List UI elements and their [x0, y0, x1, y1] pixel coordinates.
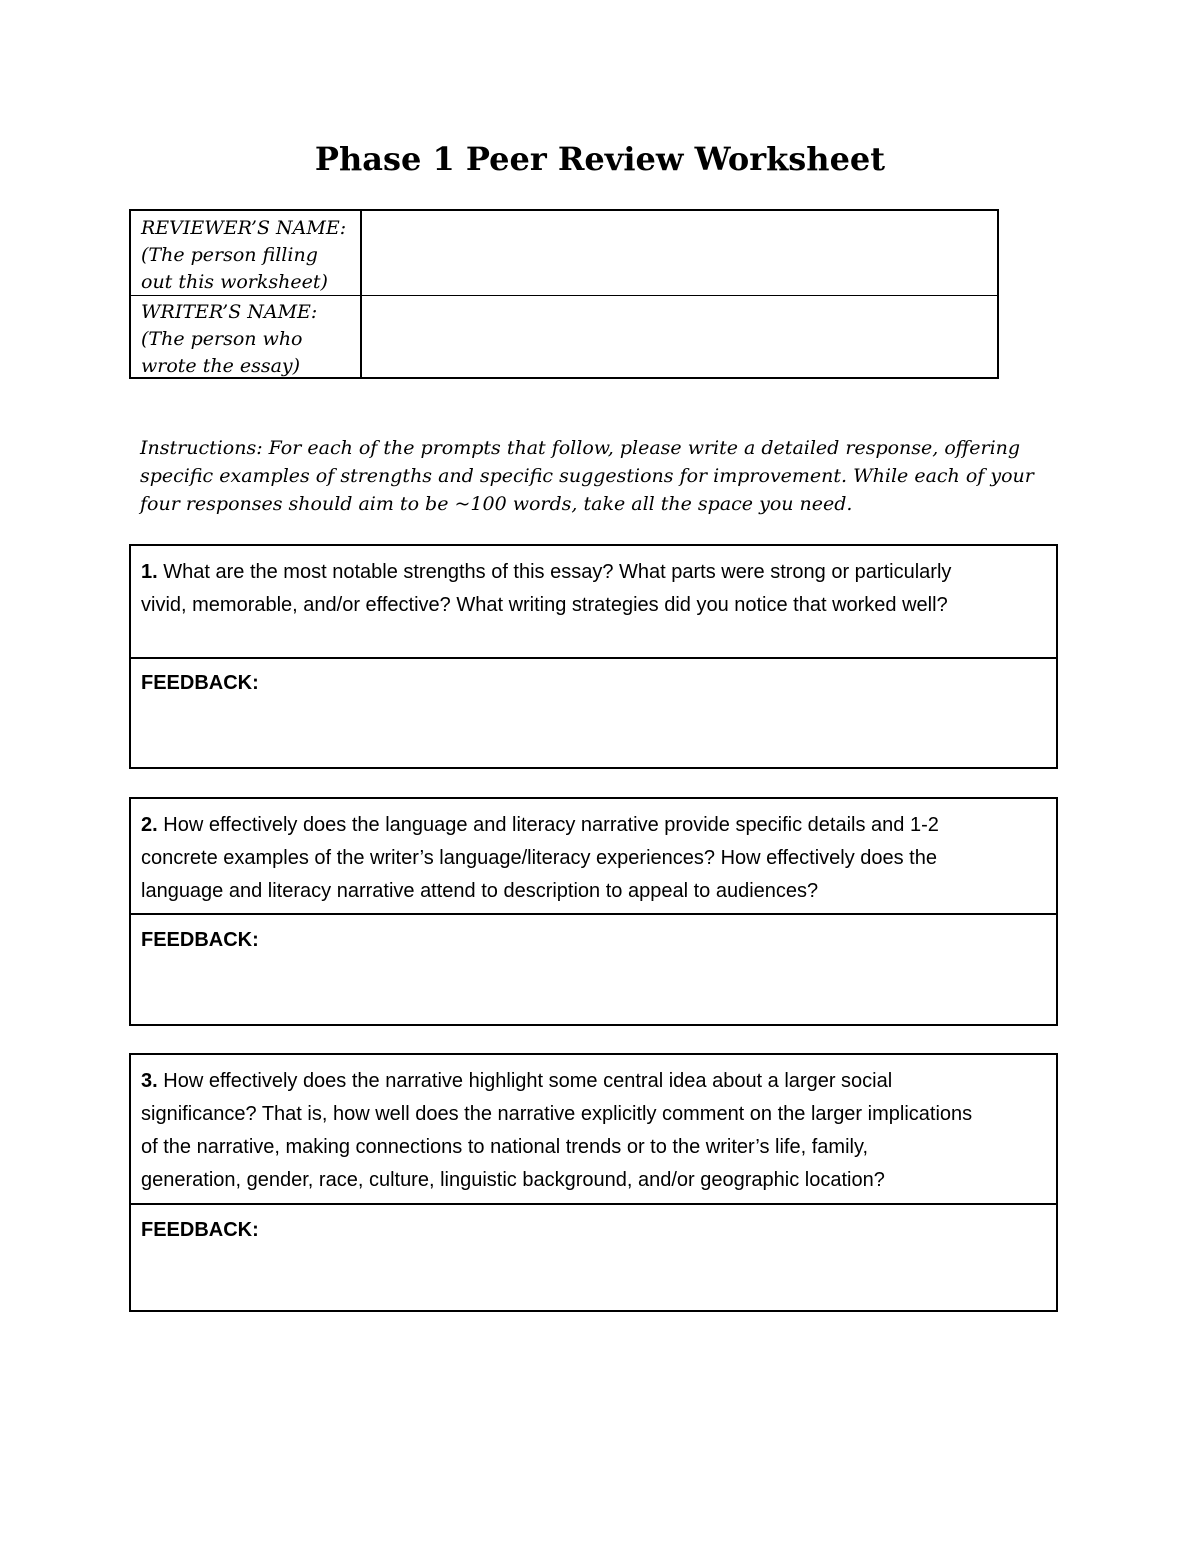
prompt-line: of the narrative, making connections to national trends or to the writer’s life, family,	[141, 1136, 869, 1158]
instructions-line: four responses should aim to be ~100 words, take all the space you need.	[140, 493, 853, 515]
prompt-number: 2.	[141, 814, 158, 836]
feedback-label-3: FEEDBACK:	[141, 1219, 259, 1241]
writer-name-field[interactable]	[362, 295, 997, 377]
prompt-box-1	[129, 544, 1058, 769]
writer-label-line: WRITER’S NAME:	[141, 301, 318, 323]
instructions-line: Instructions: For each of the prompts that follow, please write a detailed response, offering	[140, 437, 1021, 459]
instructions-line: specific examples of strengths and specific suggestions for improvement. While each of your	[140, 465, 1034, 487]
writer-row	[131, 295, 997, 377]
feedback-field-1[interactable]	[131, 696, 1056, 767]
divider	[131, 657, 1056, 659]
prompt-line: vivid, memorable, and/or effective? What writing strategies did you notice that worked well?	[141, 594, 948, 616]
prompt-line: concrete examples of the writer’s language/literacy experiences? How effectively does the	[141, 847, 937, 869]
divider	[131, 1203, 1056, 1205]
prompt-box-3	[129, 1053, 1058, 1312]
prompt-number: 3.	[141, 1070, 158, 1092]
prompt-line: How effectively does the language and literacy narrative provide specific details and 1-2	[163, 814, 939, 836]
feedback-field-2[interactable]	[131, 953, 1056, 1024]
prompt-line: language and literacy narrative attend to description to appeal to audiences?	[141, 880, 819, 902]
divider	[131, 913, 1056, 915]
reviewer-label-line: out this worksheet)	[141, 271, 328, 293]
prompt-line: significance? That is, how well does the narrative explicitly comment on the larger implications	[141, 1103, 973, 1125]
reviewer-name-field[interactable]	[362, 211, 997, 295]
reviewer-name-label	[131, 211, 362, 295]
feedback-label-2: FEEDBACK:	[141, 929, 259, 951]
reviewer-label-line: REVIEWER’S NAME:	[141, 217, 347, 239]
page-title: Phase 1 Peer Review Worksheet	[314, 140, 886, 178]
prompt-line: What are the most notable strengths of this essay? What parts were strong or particularly	[163, 561, 952, 583]
feedback-field-3[interactable]	[131, 1243, 1056, 1310]
writer-label-line: wrote the essay)	[141, 355, 301, 377]
prompt-text-3	[131, 1055, 1056, 1207]
writer-label-line: (The person who	[141, 328, 303, 350]
names-table	[129, 209, 999, 379]
reviewer-label-line: (The person filling	[141, 244, 318, 266]
prompt-text-1	[131, 546, 1056, 632]
writer-name-label	[131, 295, 362, 377]
prompt-number: 1.	[141, 561, 158, 583]
prompt-box-2	[129, 797, 1058, 1026]
prompt-line: generation, gender, race, culture, linguistic background, and/or geographic location?	[141, 1169, 885, 1191]
reviewer-row	[131, 211, 997, 296]
feedback-label-1: FEEDBACK:	[141, 672, 259, 694]
instructions	[140, 434, 1040, 518]
prompt-line: How effectively does the narrative highlight some central idea about a larger social	[163, 1070, 893, 1092]
prompt-text-2	[131, 799, 1056, 918]
